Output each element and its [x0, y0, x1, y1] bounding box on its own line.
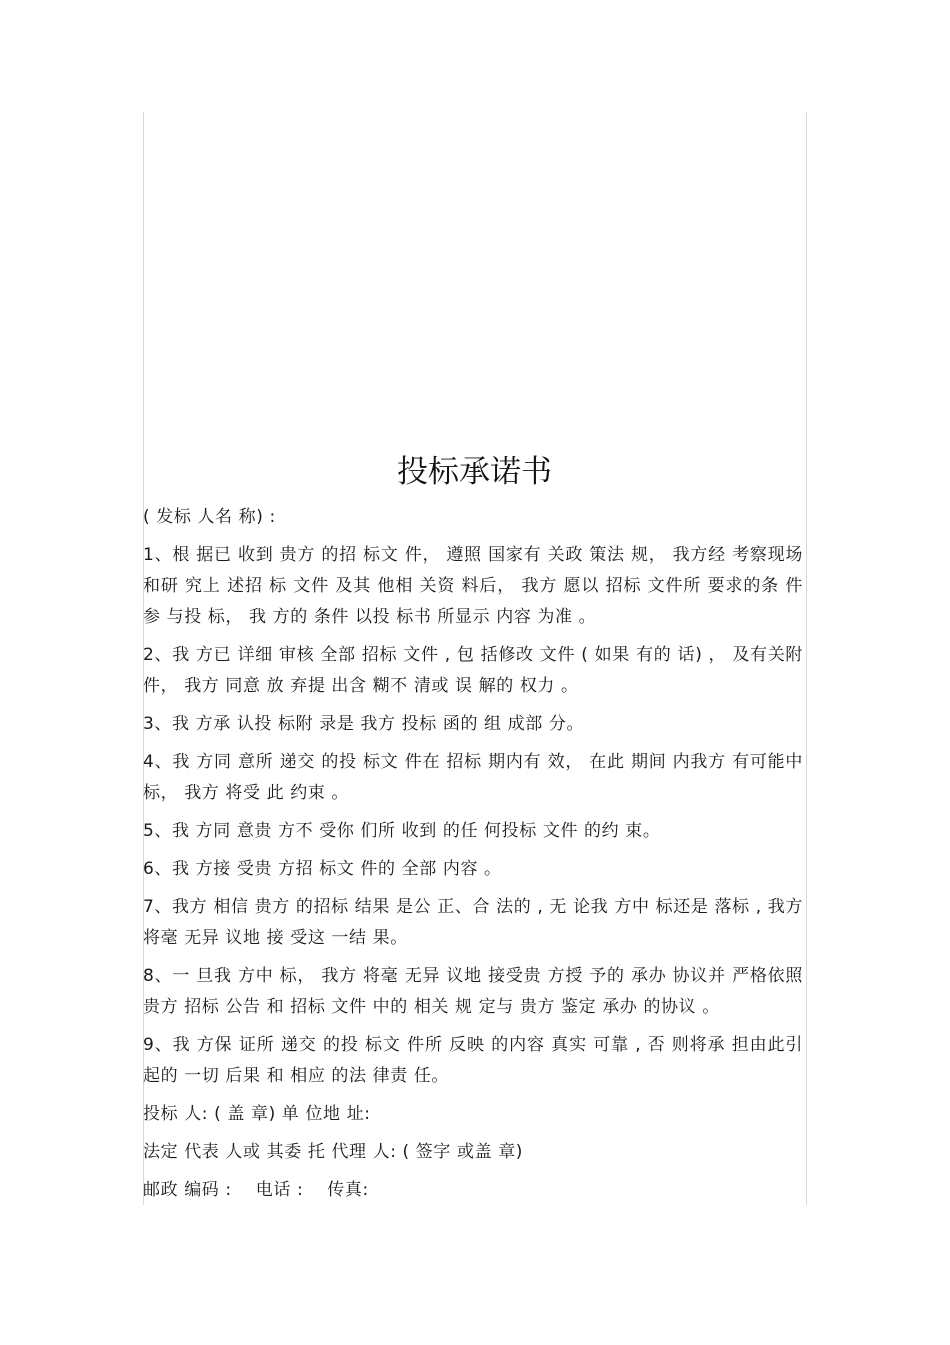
clause-1: 1、根 据已 收到 贵方 的招 标文 件， 遵照 国家有 关政 策法 规， 我方经 考察现场 和研 究上 述招 标 文件 及其 他相 关资 料后， 我方 愿以 招标 文件所 要求的条 件参 与投 标， 我 方的 条件 以投 标书 所显示 内容 为准 。 [143, 545, 803, 627]
representative-line: 法定 代表 人或 其委 托 代理 人: ( 签字 或盖 章) [143, 1142, 524, 1162]
document-title: 投标承诺书 [397, 454, 552, 490]
clause-7: 7、我方 相信 贵方 的招标 结果 是公 正、合 法的 , 无 论我 方中 标还是 落标 , 我方 将毫 无异 议地 接 受这 一结 果。 [143, 897, 803, 948]
addressee-line: ( 发标 人名 称) : [143, 507, 276, 527]
clause-2: 2、我 方已 详细 审核 全部 招标 文件 , 包 括修改 文件 ( 如果 有的 话) ， 及有关附 件， 我方 同意 放 弃提 出含 糊不 清或 误 解的 权力 。 [143, 645, 803, 696]
bidder-seal-line: 投标 人: ( 盖 章) 单 位地 址: [143, 1104, 371, 1124]
clause-6: 6、我 方接 受贵 方招 标文 件的 全部 内容 。 [143, 859, 502, 879]
clause-8: 8、一 旦我 方中 标， 我方 将毫 无异 议地 接受贵 方授 予的 承办 协议并 严格依照 贵方 招标 公告 和 招标 文件 中的 相关 规 定与 贵方 鉴定 承办 的协议 。 [143, 966, 803, 1017]
clause-9: 9、我 方保 证所 递交 的投 标文 件所 反映 的内容 真实 可靠 , 否 则将承 担由此引 起的 一切 后果 和 相应 的法 律责 任。 [143, 1035, 803, 1086]
clause-3: 3、我 方承 认投 标附 录是 我方 投标 函的 组 成部 分。 [143, 714, 585, 734]
clause-5: 5、我 方同 意贵 方不 受你 们所 收到 的任 何投标 文件 的约 束。 [143, 821, 661, 841]
clause-4: 4、我 方同 意所 递交 的投 标文 件在 招标 期内有 效， 在此 期间 内我方 有可能中 标， 我方 将受 此 约束 。 [143, 752, 803, 803]
page-right-border [806, 112, 807, 1205]
contact-line: 邮政 编码 : 电话 : 传真: [143, 1180, 369, 1200]
document-body [143, 502, 803, 1213]
